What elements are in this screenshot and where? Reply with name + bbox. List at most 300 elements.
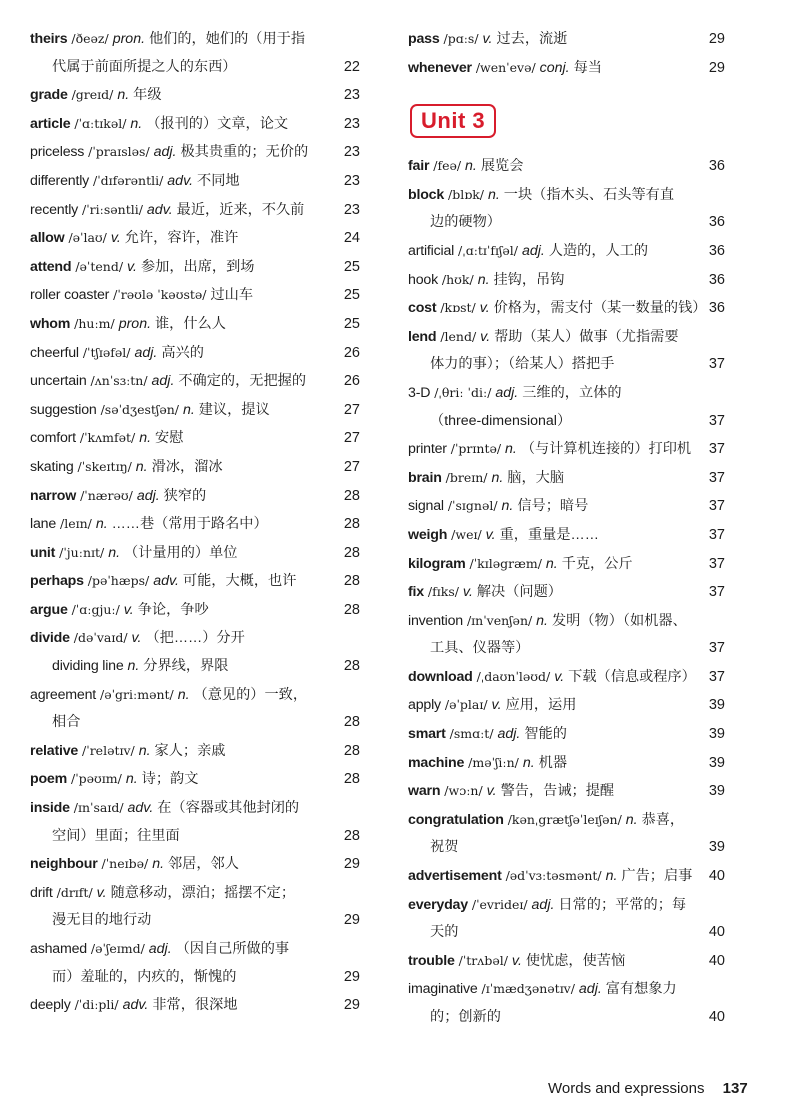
page-number: 25: [343, 287, 360, 304]
headword: machine: [408, 754, 465, 771]
vocab-entry: [408, 862, 725, 891]
headword: article: [30, 115, 71, 132]
headword: 3-D: [408, 384, 431, 401]
part-of-speech: conj.: [539, 59, 570, 76]
page-number: 23: [343, 115, 360, 132]
page-number: 37: [708, 356, 725, 373]
part-of-speech: n.: [139, 430, 152, 447]
entry-first-line: [408, 862, 725, 891]
page-number: 25: [343, 315, 360, 332]
phonetic: /səˈdʒestʃən/: [100, 401, 179, 417]
phonetic: /lend/: [440, 328, 477, 344]
headword: lane: [30, 516, 57, 533]
part-of-speech: adj.: [148, 941, 172, 957]
headword: unit: [30, 544, 56, 561]
vocab-entry: [30, 281, 360, 310]
vocab-entry: [30, 396, 360, 425]
part-of-speech: n.: [605, 868, 618, 885]
part-of-speech: v.: [482, 31, 493, 47]
vocab-entry: [408, 691, 725, 720]
headword: block: [408, 186, 445, 203]
entry-first-line: [30, 879, 360, 908]
part-of-speech: n.: [138, 742, 151, 759]
vocab-entry: [30, 196, 360, 225]
definition-continued: 祝贺: [430, 839, 459, 856]
phonetic: /pɑːs/: [443, 31, 479, 46]
definition: 分界线，界限: [143, 658, 229, 675]
page-number: 37: [708, 498, 725, 515]
definition: 脑，大脑: [507, 469, 565, 486]
entry-first-line: [30, 653, 360, 681]
page-number: 29: [343, 968, 360, 985]
vocab-entry: [30, 453, 360, 482]
page-number: 37: [708, 469, 725, 486]
vocab-entry: [408, 720, 725, 749]
vocab-entry: [30, 110, 360, 139]
entry-first-line: [408, 152, 725, 181]
phonetic: /ʌnˈsɜːtn/: [90, 373, 148, 389]
page-number: 22: [343, 58, 360, 75]
definition: 他们的，她们的（用于指: [148, 31, 306, 47]
headword: argue: [30, 601, 68, 618]
page-number: 39: [708, 839, 725, 856]
vocab-entry: [408, 181, 725, 237]
headword: theirs: [30, 31, 68, 47]
part-of-speech: adj.: [134, 344, 158, 361]
headword: comfort: [30, 430, 76, 447]
phonetic: /wenˈevə/: [475, 59, 536, 75]
definition: （计量用的）单位: [123, 544, 238, 561]
entry-first-line: [408, 550, 725, 579]
entry-first-line: [30, 339, 360, 368]
vocab-entry: [408, 237, 725, 266]
definition-continued: （three-dimensional）: [430, 412, 572, 429]
definition: 过去，流逝: [496, 31, 568, 47]
page-number: 36: [708, 158, 725, 175]
definition-continued: 体力的事）；（给某人）搭把手: [430, 356, 615, 373]
definition: 年级: [133, 87, 162, 104]
entry-first-line: [408, 237, 725, 266]
phonetic: /ˈsɪgnəl/: [447, 498, 498, 514]
vocab-entry: [408, 492, 725, 521]
phonetic: /ˈrelətɪv/: [82, 742, 135, 758]
page-number: 36: [708, 271, 725, 288]
phonetic: /drɪft/: [56, 884, 93, 900]
headword: cheerful: [30, 344, 79, 361]
phonetic: /ɪnˈsaɪd/: [73, 800, 124, 816]
part-of-speech: n.: [127, 658, 140, 675]
phonetic: /ɪnˈvenʃən/: [466, 612, 533, 628]
phonetic: /ˈtrʌbəl/: [458, 952, 508, 968]
page-number: 39: [708, 697, 725, 714]
headword: brain: [408, 469, 442, 486]
definition: 最近，近来，不久前: [176, 201, 305, 218]
footer-section-title: Words and expressions: [548, 1080, 705, 1097]
entry-first-line: [408, 663, 725, 692]
vocab-entry: [30, 596, 360, 625]
page-number: 39: [708, 754, 725, 771]
entry-first-line: [408, 25, 725, 54]
vocab-entry: [408, 323, 725, 379]
phonetic: /ðeəz/: [71, 31, 109, 46]
page-footer: [548, 1080, 748, 1097]
vocab-entry: [30, 167, 360, 196]
definition: 争论，争吵: [137, 601, 209, 618]
phonetic: /feə/: [433, 158, 462, 174]
definition: （意见的）一致，: [193, 686, 308, 703]
part-of-speech: adj.: [497, 726, 521, 743]
page-number: 26: [343, 373, 360, 390]
definition: 建议，提议: [198, 401, 270, 418]
definition: 挂钩，吊钩: [493, 271, 565, 288]
definition: 人造的，人工的: [548, 242, 649, 259]
entry-first-line: [408, 266, 725, 295]
vocab-entry: [30, 539, 360, 568]
definition: 应用，运用: [505, 697, 577, 714]
phonetic: /ˈprɪntə/: [450, 441, 502, 457]
entry-first-line: [408, 720, 725, 749]
entry-first-line: [30, 596, 360, 625]
phonetic: /ˈpəʊɪm/: [71, 771, 122, 787]
vocab-entry: [30, 367, 360, 396]
right-column-top: [408, 25, 725, 82]
page-number: 36: [708, 300, 725, 317]
phonetic: /ɪˈmædʒənətɪv/: [481, 981, 575, 997]
headword: cost: [408, 300, 437, 317]
headword: lend: [408, 328, 437, 345]
vocab-entry: [408, 379, 725, 435]
entry-first-line: [408, 891, 725, 920]
vocab-entry: [408, 266, 725, 295]
part-of-speech: n.: [487, 186, 500, 203]
entry-first-line: [408, 492, 725, 521]
vocab-entry: [408, 54, 725, 83]
part-of-speech: adv.: [146, 201, 173, 218]
headword: inside: [30, 800, 70, 817]
phonetic: /leɪn/: [59, 516, 92, 532]
phonetic: /ˈdɪfərəntli/: [93, 172, 164, 188]
phonetic: /wɔːn/: [444, 783, 483, 799]
page-number: 37: [708, 526, 725, 543]
definition: 随意移动，漂泊；摇摆不定；: [110, 884, 296, 901]
definition: 不确定的，无把握的: [178, 373, 307, 390]
part-of-speech: pron.: [118, 315, 152, 332]
phonetic: /fɪks/: [427, 584, 459, 600]
phonetic: /ˈdiːpli/: [74, 997, 119, 1013]
vocab-entry: [30, 794, 360, 850]
page-number: 27: [343, 401, 360, 418]
left-column: [30, 25, 360, 1020]
page-number: 36: [708, 214, 725, 231]
part-of-speech: v.: [96, 884, 107, 901]
entry-first-line: [30, 310, 360, 339]
part-of-speech: n.: [117, 87, 130, 104]
phonetic: /əˈplaɪ/: [444, 697, 488, 713]
phonetic: /ˈkʌmfət/: [79, 430, 136, 446]
headword: smart: [408, 726, 446, 743]
vocab-entry: [30, 310, 360, 339]
part-of-speech: v.: [485, 526, 496, 543]
entry-first-line: [30, 81, 360, 110]
definition-continued: 而）羞耻的，内疚的，惭愧的: [52, 968, 237, 985]
part-of-speech: v.: [554, 668, 565, 685]
definition: 使忧虑，使苦恼: [525, 952, 626, 969]
definition: 邻居，邻人: [167, 856, 239, 873]
definition: 价格为，需支付（某一数量的钱）: [493, 300, 707, 317]
headword: differently: [30, 172, 90, 189]
phonetic: /məˈʃiːn/: [468, 754, 519, 770]
page-number: 23: [343, 172, 360, 189]
part-of-speech: adj.: [521, 242, 545, 259]
headword: fair: [408, 158, 430, 175]
definition: 三维的，立体的: [522, 384, 622, 401]
phonetic: /ˈnærəʊ/: [80, 487, 133, 503]
page-number: 28: [343, 573, 360, 590]
headword: advertisement: [408, 868, 502, 885]
entry-first-line: [30, 25, 360, 54]
entry-first-line: [408, 323, 725, 352]
headword: poem: [30, 771, 68, 788]
headword: recently: [30, 201, 79, 218]
part-of-speech: v.: [110, 230, 121, 247]
definition: 可能，大概，也许: [182, 573, 297, 590]
page-number: 28: [343, 516, 360, 533]
page-number: 25: [343, 258, 360, 275]
vocab-entry: [30, 765, 360, 794]
definition: 高兴的: [161, 344, 204, 361]
entry-first-line: [408, 54, 725, 83]
entry-first-line: [408, 294, 725, 323]
phonetic: /ˈriːsəntli/: [82, 201, 143, 217]
page-number: 40: [708, 924, 725, 941]
definition: 重，重量是……: [499, 526, 599, 543]
entry-first-line: [408, 181, 725, 210]
phonetic: /ˈpraɪsləs/: [88, 144, 150, 160]
page-number: 37: [708, 412, 725, 429]
phonetic: /ˈneɪbə/: [101, 856, 149, 872]
page-number: 28: [343, 771, 360, 788]
entry-first-line: [30, 737, 360, 766]
page-number: 23: [343, 201, 360, 218]
part-of-speech: adv.: [153, 573, 179, 590]
right-column-entries: [408, 152, 725, 1031]
definition: 日常的；平常的；每: [558, 896, 687, 913]
page-number: 39: [708, 726, 725, 743]
part-of-speech: v.: [127, 258, 137, 275]
entry-first-line: [30, 510, 360, 539]
vocab-entry: [30, 339, 360, 368]
definition: 滑冰，溜冰: [151, 458, 223, 475]
part-of-speech: adv.: [122, 997, 149, 1014]
entry-first-line: [30, 991, 360, 1020]
entry-first-line: [30, 396, 360, 425]
page-number: 28: [343, 658, 360, 675]
entry-first-line: [408, 691, 725, 720]
headword: priceless: [30, 144, 85, 161]
part-of-speech: n.: [182, 401, 195, 418]
headword: agreement: [30, 686, 97, 703]
phonetic: /huːm/: [74, 315, 115, 331]
phonetic: /ˌdaʊnˈləʊd/: [476, 668, 551, 684]
entry-first-line: [408, 947, 725, 976]
headword: narrow: [30, 487, 77, 504]
phonetic: /ˈskeɪtɪŋ/: [77, 458, 132, 474]
headword: imaginative: [408, 981, 478, 998]
page-number: 40: [708, 952, 725, 969]
definition: 富有想象力: [605, 981, 677, 998]
part-of-speech: n.: [108, 544, 121, 561]
phonetic: /smɑːt/: [449, 726, 494, 742]
phonetic: /greɪd/: [71, 87, 114, 103]
definition: ……巷（常用于路名中）: [111, 516, 268, 533]
vocab-entry: [408, 294, 725, 323]
page-number: 29: [708, 59, 725, 76]
vocab-entry: [30, 737, 360, 766]
vocab-entry: [30, 567, 360, 596]
part-of-speech: v.: [480, 328, 491, 345]
headword: neighbour: [30, 856, 98, 873]
definition: 参加，出席，到场: [140, 258, 255, 275]
entry-first-line: [408, 806, 725, 835]
part-of-speech: n.: [505, 441, 517, 458]
definition-continued: 的；创新的: [430, 1009, 501, 1025]
entry-first-line: [408, 379, 725, 408]
vocab-entry: [30, 482, 360, 511]
vocab-entry: [30, 879, 360, 935]
headword: trouble: [408, 952, 455, 969]
headword: kilogram: [408, 555, 466, 572]
definition: 谁，什么人: [154, 315, 226, 332]
part-of-speech: n.: [95, 516, 108, 533]
definition: 展览会: [480, 158, 524, 175]
phonetic: /blɒk/: [448, 186, 485, 202]
headword: apply: [408, 697, 441, 714]
part-of-speech: adj.: [153, 144, 177, 161]
headword: pass: [408, 31, 440, 47]
page-number: 26: [343, 344, 360, 361]
part-of-speech: n.: [177, 686, 190, 703]
entry-first-line: [408, 749, 725, 778]
headword: attend: [30, 258, 72, 275]
phonetic: /əˈgriːmənt/: [99, 686, 174, 702]
page-number: 37: [708, 668, 725, 685]
headword: roller coaster: [30, 287, 110, 304]
part-of-speech: n.: [625, 811, 638, 828]
definition: （因自己所做的事: [175, 941, 290, 957]
entry-first-line: [30, 539, 360, 568]
page-number: 28: [343, 714, 360, 731]
page-number: 40: [708, 868, 725, 885]
vocab-entry: [408, 578, 725, 607]
page-number: 37: [708, 640, 725, 657]
part-of-speech: adj.: [151, 373, 175, 390]
headword: perhaps: [30, 573, 84, 590]
definition: 狭窄的: [163, 487, 207, 504]
entry-first-line: [408, 521, 725, 550]
entry-first-line: [408, 578, 725, 607]
vocab-entry: [30, 138, 360, 167]
part-of-speech: adv.: [127, 800, 154, 817]
part-of-speech: adj.: [495, 384, 519, 401]
page-number: 40: [708, 1009, 725, 1025]
entry-first-line: [30, 482, 360, 511]
vocab-entry: [30, 510, 360, 539]
headword: fix: [408, 584, 424, 601]
definition: 非常，很深地: [152, 997, 238, 1014]
definition: 警告，告诫；提醒: [500, 783, 615, 800]
vocab-entry: [30, 253, 360, 282]
page-number: 37: [708, 555, 725, 572]
vocab-entry: [408, 464, 725, 493]
vocab-entry: [30, 935, 360, 991]
page-number: 37: [708, 584, 725, 601]
vocab-entry: [30, 624, 360, 653]
phonetic: /əˈʃeɪmd/: [90, 941, 145, 956]
part-of-speech: adv.: [167, 172, 194, 189]
definition: 千克，公斤: [561, 555, 633, 572]
headword: dividing line: [52, 658, 124, 675]
phonetic: /hʊk/: [441, 271, 474, 287]
part-of-speech: n.: [501, 498, 514, 515]
page-number: 29: [343, 997, 360, 1014]
vocab-entry: [30, 25, 360, 81]
entry-first-line: [408, 464, 725, 493]
definition: （与计算机连接的）打印机: [520, 441, 692, 458]
definition-continued: 边的硬物）: [430, 214, 501, 231]
headword: skating: [30, 458, 74, 475]
entry-first-line: [30, 794, 360, 823]
page-number: 37: [708, 441, 725, 458]
entry-first-line: [30, 935, 360, 964]
definition-continued: 相合: [52, 714, 81, 731]
phonetic: /kənˌgrætʃəˈleɪʃən/: [507, 811, 622, 827]
entry-first-line: [30, 765, 360, 794]
phonetic: /kɒst/: [440, 300, 476, 316]
page-number: 27: [343, 458, 360, 475]
entry-first-line: [30, 453, 360, 482]
vocab-entry: [408, 891, 725, 947]
headword: allow: [30, 230, 65, 247]
phonetic: /ədˈvɜːtəsmənt/: [505, 868, 602, 884]
definition: （报刊的）文章，论文: [146, 115, 289, 132]
page-number: 36: [708, 242, 725, 259]
part-of-speech: n.: [130, 115, 143, 132]
part-of-speech: n.: [536, 612, 549, 629]
unit-heading-badge: Unit 3: [410, 104, 496, 138]
vocab-entry: [30, 681, 360, 737]
definition: 一块（指木头、石头等有直: [503, 186, 675, 203]
part-of-speech: n.: [491, 469, 504, 486]
headword: artificial: [408, 242, 455, 259]
page-number: 27: [343, 430, 360, 447]
headword: invention: [408, 612, 463, 629]
entry-first-line: [408, 607, 725, 636]
headword: weigh: [408, 526, 448, 543]
definition-continued: 天的: [430, 924, 459, 941]
definition: 不同地: [197, 172, 240, 189]
page-number: 23: [343, 87, 360, 104]
part-of-speech: n.: [545, 555, 558, 572]
part-of-speech: n.: [152, 856, 165, 873]
definition: 恭喜，: [641, 811, 685, 828]
headword: divide: [30, 630, 70, 647]
entry-first-line: [30, 167, 360, 196]
phonetic: /ˌθriː ˈdiː/: [434, 384, 492, 400]
unit-heading-wrap: [408, 82, 725, 152]
phonetic: /ˈrəʊlə ˈkəʊstə/: [113, 287, 207, 303]
vocab-entry: [408, 663, 725, 692]
part-of-speech: adj.: [578, 981, 602, 998]
